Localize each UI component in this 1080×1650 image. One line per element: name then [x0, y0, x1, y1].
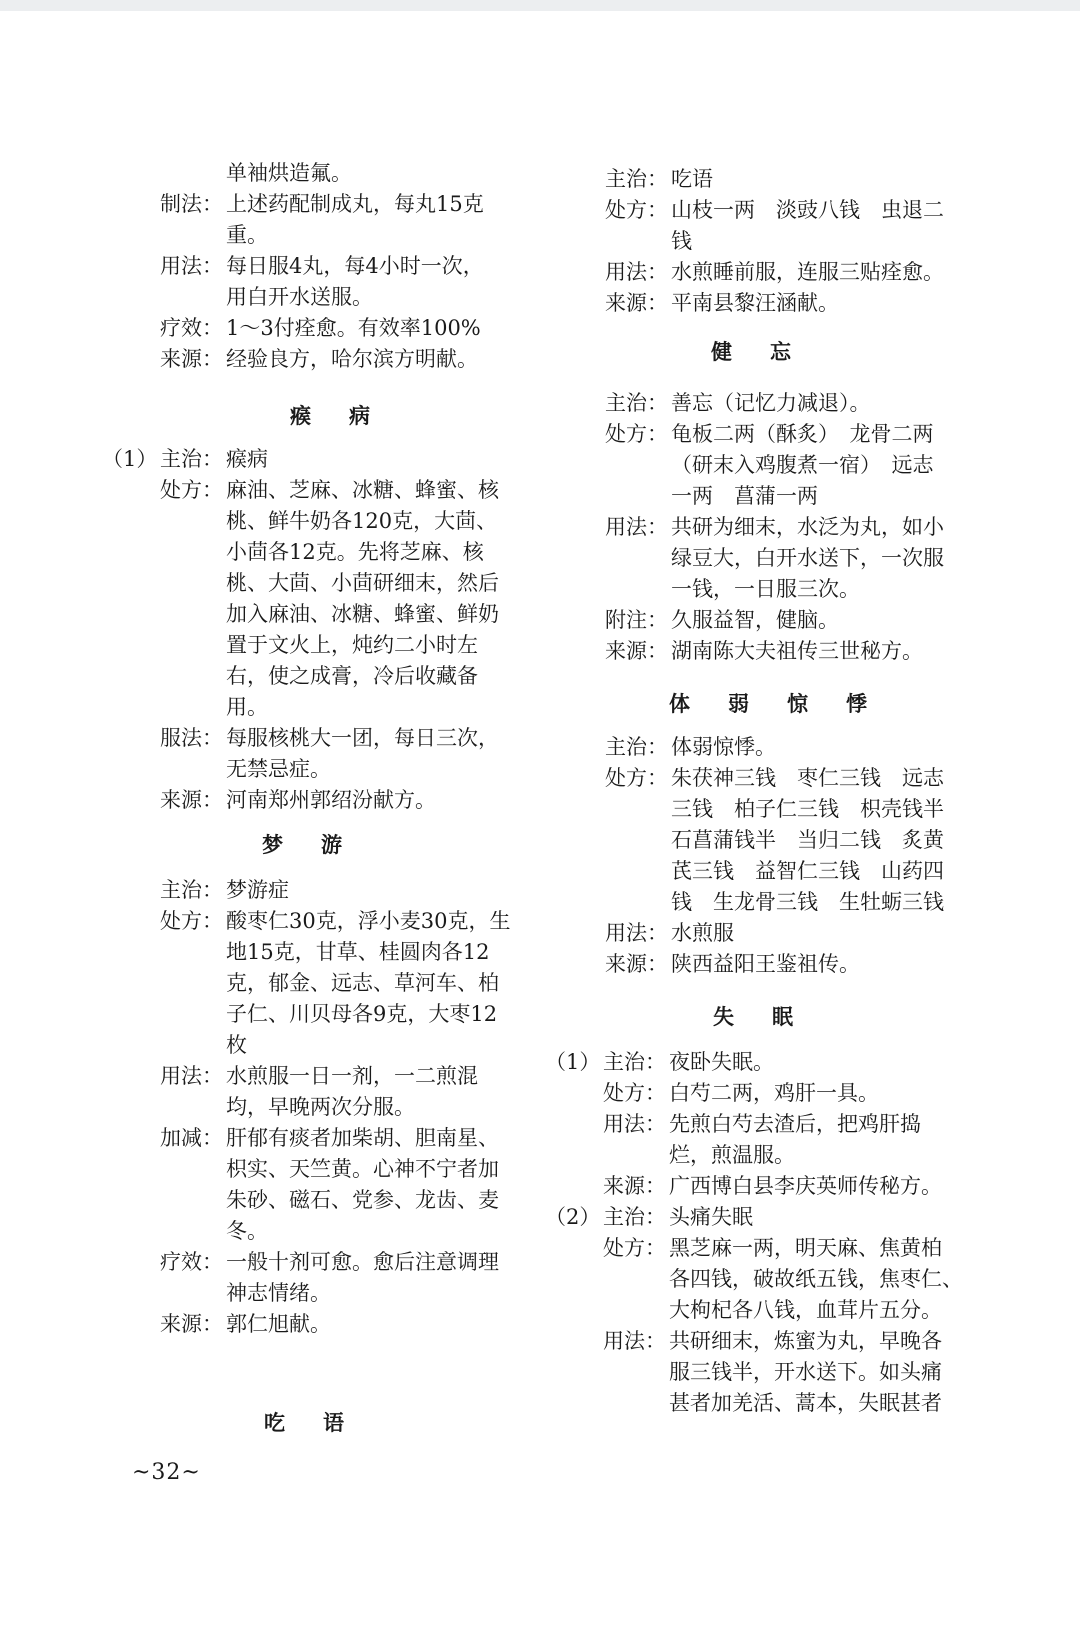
- field-label: 用法：: [603, 1112, 666, 1136]
- field-value: 上述药配制成丸，每丸15克: [226, 192, 484, 216]
- text-line: 桃、鲜牛奶各120克，大茴、: [226, 509, 498, 533]
- field-value: 梦游症: [226, 878, 289, 902]
- entry-zhuzhi: [545, 1201, 753, 1233]
- entry-yongfa: [605, 256, 944, 288]
- section-title: 吃语: [264, 1410, 382, 1435]
- entry-zhuzhi: [605, 731, 776, 763]
- field-label: 用法：: [605, 260, 668, 284]
- entry-yongfa: [160, 1060, 478, 1092]
- field-label: 来源：: [160, 1312, 223, 1336]
- text-line: 单袖烘造氟。: [226, 161, 352, 185]
- field-label: 加减：: [160, 1126, 223, 1150]
- field-label: 处方：: [160, 909, 223, 933]
- field-value: 河南郑州郭绍汾献方。: [226, 788, 436, 812]
- field-value: 1～3付痊愈。有效率100%: [226, 316, 481, 340]
- entry-chufang: [605, 762, 944, 794]
- field-label: 来源：: [605, 291, 668, 315]
- page-number: ~32~: [132, 1460, 201, 1485]
- field-label: 主治：: [605, 735, 668, 759]
- field-value: 郭仁旭献。: [226, 1312, 331, 1336]
- entry-yongfa: [605, 511, 944, 543]
- field-value: 水煎服: [671, 921, 734, 945]
- entry-laiyuan: [160, 1308, 331, 1340]
- text-line: 冬。: [226, 1219, 268, 1243]
- entry-liaoxiao: [160, 1246, 499, 1278]
- field-value: 陕西益阳王鉴祖传。: [671, 952, 860, 976]
- field-label: 主治：: [603, 1205, 666, 1229]
- field-label: 处方：: [605, 766, 668, 790]
- field-label: 疗效：: [160, 1250, 223, 1274]
- field-value: 白芍二两，鸡肝一具。: [669, 1081, 879, 1105]
- entry-number: （2）: [545, 1205, 601, 1229]
- field-label: 用法：: [160, 254, 223, 278]
- text-line: 一两 菖蒲一两: [671, 484, 818, 508]
- text-line: 绿豆大，白开水送下，一次服: [671, 546, 944, 570]
- field-value: 水煎睡前服，连服三贴痊愈。: [671, 260, 944, 284]
- field-value: 吃语: [671, 167, 713, 191]
- section-title: 瘊病: [290, 403, 408, 428]
- text-line: 克，郁金、远志、草河车、柏: [226, 971, 499, 995]
- field-label: 主治：: [160, 447, 223, 471]
- section-title: 体弱惊悸: [669, 691, 905, 716]
- field-label: 处方：: [605, 198, 668, 222]
- text-line: 芪三钱 益智仁三钱 山药四: [671, 859, 944, 883]
- field-value: 经验良方，哈尔滨方明献。: [226, 347, 478, 371]
- field-label: 来源：: [605, 639, 668, 663]
- field-label: 主治：: [160, 878, 223, 902]
- text-line: 钱 生龙骨三钱 生牡蛎三钱: [671, 890, 944, 914]
- text-line: 烂，煎温服。: [669, 1143, 795, 1167]
- field-label: 主治：: [603, 1050, 666, 1074]
- entry-chufang: [603, 1077, 879, 1109]
- text-line: 三钱 柏子仁三钱 枳壳钱半: [671, 797, 944, 821]
- field-label: 处方：: [603, 1236, 666, 1260]
- field-label: 处方：: [160, 478, 223, 502]
- text-line: （研末入鸡腹煮一宿） 远志: [671, 453, 934, 477]
- text-line: 朱砂、磁石、党参、龙齿、麦: [226, 1188, 499, 1212]
- entry-yongfa: [160, 250, 484, 282]
- field-value: 共研细末，炼蜜为丸，早晚各: [669, 1329, 942, 1353]
- field-label: 用法：: [605, 515, 668, 539]
- field-label: 处方：: [605, 422, 668, 446]
- text-line: 枳实、天竺黄。心神不宁者加: [226, 1157, 499, 1181]
- text-line: 一钱，一日服三次。: [671, 577, 860, 601]
- section-title: 失眠: [713, 1004, 831, 1029]
- field-value: 山枝一两 淡豉八钱 虫退二: [671, 198, 944, 222]
- field-value: 湖南陈大夫祖传三世秘方。: [671, 639, 923, 663]
- section-title: 健忘: [711, 339, 829, 364]
- field-value: 体弱惊悸。: [671, 735, 776, 759]
- field-value: 共研为细末，水泛为丸，如小: [671, 515, 944, 539]
- text-line: 神志情绪。: [226, 1281, 331, 1305]
- text-line: 用。: [226, 695, 268, 719]
- entry-fufa: [160, 722, 499, 754]
- field-value: 一般十剂可愈。愈后注意调理: [226, 1250, 499, 1274]
- entry-zhuzhi: [102, 443, 268, 475]
- field-value: 肝郁有痰者加柴胡、胆南星、: [226, 1126, 499, 1150]
- field-label: 处方：: [603, 1081, 666, 1105]
- field-label: 用法：: [160, 1064, 223, 1088]
- text-line: 子仁、川贝母各9克，大枣12: [226, 1002, 498, 1026]
- field-label: 制法：: [160, 192, 223, 216]
- field-label: 主治：: [605, 167, 668, 191]
- text-line: 均，早晚两次分服。: [226, 1095, 415, 1119]
- text-line: 桃、大茴、小茴研细末，然后: [226, 571, 499, 595]
- entry-yongfa: [603, 1325, 942, 1357]
- field-value: 龟板二两（酥炙） 龙骨二两: [671, 422, 934, 446]
- entry-laiyuan: [605, 948, 860, 980]
- entry-laiyuan: [605, 635, 923, 667]
- text-line: 枚: [226, 1033, 247, 1057]
- entry-laiyuan: [605, 287, 839, 319]
- text-line: 各四钱，破故纸五钱，焦枣仁、: [669, 1267, 963, 1291]
- field-value: 每服核桃大一团，每日三次，: [226, 726, 499, 750]
- text-line: 无禁忌症。: [226, 757, 331, 781]
- text-line: 服三钱半，开水送下。如头痛: [669, 1360, 942, 1384]
- text-line: 甚者加羌活、蒿本，失眠甚者: [669, 1391, 942, 1415]
- field-value: 平南县黎汪涵献。: [671, 291, 839, 315]
- text-line: 置于文火上，炖约二小时左: [226, 633, 478, 657]
- entry-zhuzhi: [160, 874, 289, 906]
- field-value: 善忘（记忆力减退）。: [671, 391, 871, 415]
- entry-liaoxiao: [160, 312, 481, 344]
- entry-zhuzhi: [605, 163, 713, 195]
- entry-yongfa: [605, 917, 734, 949]
- field-value: 头痛失眠: [669, 1205, 753, 1229]
- text-line: 地15克，甘草、桂圆肉各12: [226, 940, 490, 964]
- top-scan-strip: [0, 0, 1080, 11]
- entry-chufang: [605, 194, 944, 226]
- entry-yongfa: [603, 1108, 921, 1140]
- text-line: 小茴各12克。先将芝麻、核: [226, 540, 484, 564]
- text-line: 石菖蒲钱半 当归二钱 炙黄: [671, 828, 944, 852]
- text-line: 用白开水送服。: [226, 285, 373, 309]
- text-line: 右，使之成膏，冷后收藏备: [226, 664, 478, 688]
- entry-number: （1）: [545, 1050, 601, 1074]
- entry-chufang: [160, 474, 499, 506]
- section-title: 梦游: [262, 832, 380, 857]
- field-value: 朱茯神三钱 枣仁三钱 远志: [671, 766, 944, 790]
- entry-chufang: [160, 905, 510, 937]
- field-value: 广西博白县李庆英师传秘方。: [669, 1174, 942, 1198]
- entry-jiajian: [160, 1122, 499, 1154]
- entry-number: （1）: [102, 447, 158, 471]
- field-label: 服法：: [160, 726, 223, 750]
- field-label: 疗效：: [160, 316, 223, 340]
- field-label: 用法：: [603, 1329, 666, 1353]
- field-value: 水煎服一日一剂，一二煎混: [226, 1064, 478, 1088]
- field-value: 瘊病: [226, 447, 268, 471]
- entry-zhuzhi: [605, 387, 871, 419]
- text-line: 重。: [226, 223, 268, 247]
- entry-chufang: [605, 418, 934, 450]
- field-label: 附注：: [605, 608, 668, 632]
- entry-laiyuan: [603, 1170, 942, 1202]
- field-value: 久服益智，健脑。: [671, 608, 839, 632]
- text-line: 加入麻油、冰糖、蜂蜜、鲜奶: [226, 602, 499, 626]
- text-line: 大枸杞各八钱，血茸片五分。: [669, 1298, 942, 1322]
- field-value: 每日服4丸，每4小时一次，: [226, 254, 484, 278]
- field-value: 黑芝麻一两，明天麻、焦黄柏: [669, 1236, 942, 1260]
- text-line: 钱: [671, 229, 692, 253]
- field-label: 主治：: [605, 391, 668, 415]
- field-value: 夜卧失眠。: [669, 1050, 774, 1074]
- field-value: 麻油、芝麻、冰糖、蜂蜜、核: [226, 478, 499, 502]
- entry-zhifa: [160, 188, 484, 220]
- field-value: 酸枣仁30克，浮小麦30克，生: [226, 909, 511, 933]
- field-label: 来源：: [603, 1174, 666, 1198]
- field-label: 来源：: [605, 952, 668, 976]
- field-label: 来源：: [160, 347, 223, 371]
- entry-chufang: [603, 1232, 942, 1264]
- entry-laiyuan: [160, 343, 478, 375]
- field-label: 来源：: [160, 788, 223, 812]
- entry-fuzhu: [605, 604, 839, 636]
- entry-zhuzhi: [545, 1046, 774, 1078]
- field-label: 用法：: [605, 921, 668, 945]
- entry-laiyuan: [160, 784, 436, 816]
- field-value: 先煎白芍去渣后，把鸡肝捣: [669, 1112, 921, 1136]
